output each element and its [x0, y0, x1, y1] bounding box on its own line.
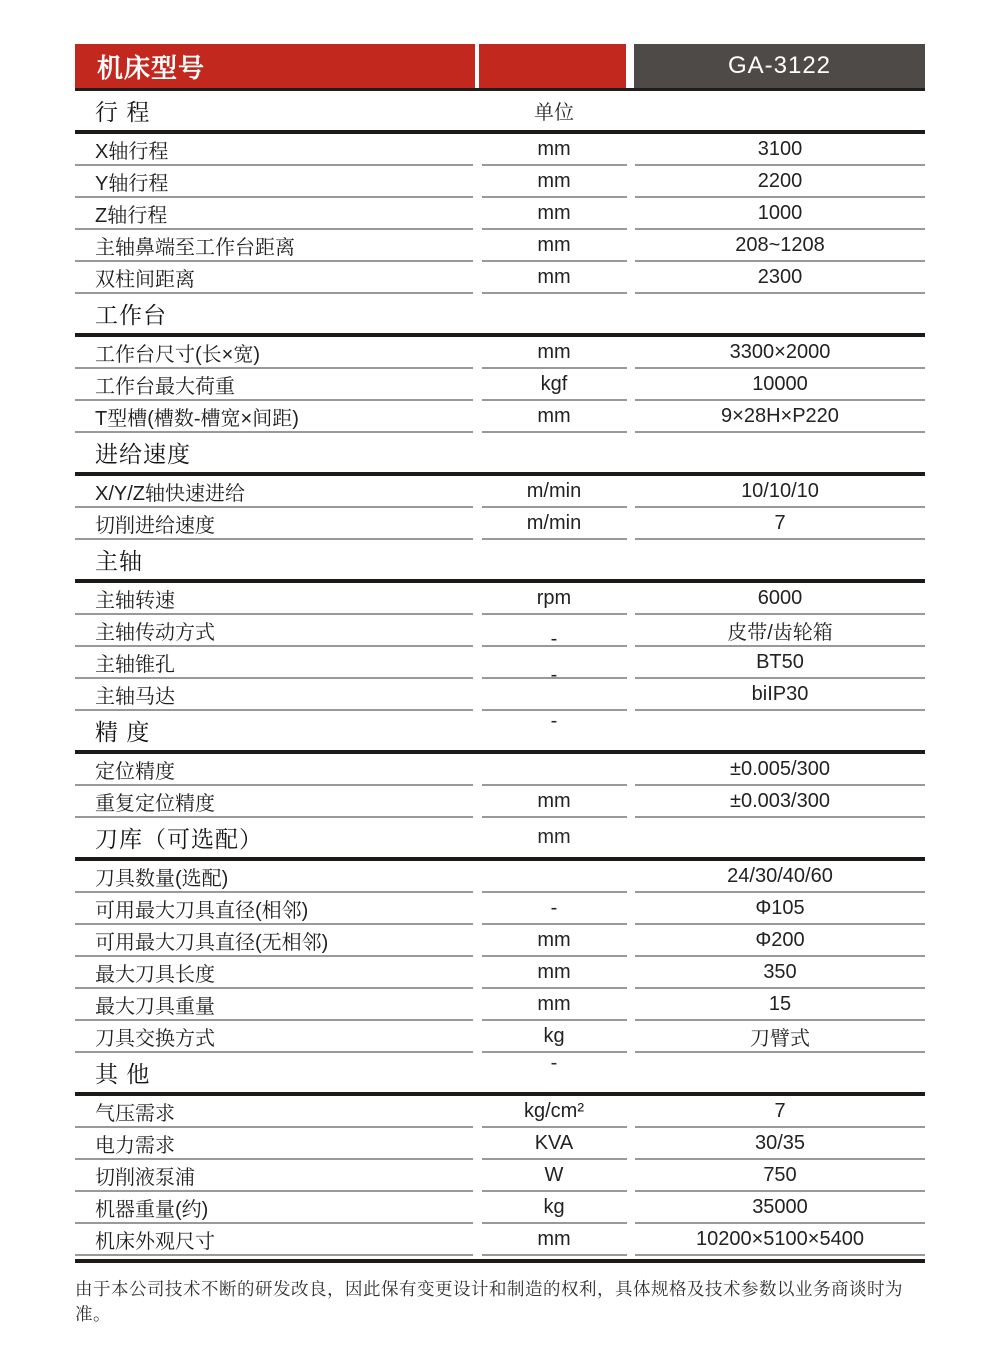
spec-unit: kg	[482, 1192, 627, 1224]
spec-unit: W	[482, 1160, 627, 1192]
spec-row	[75, 134, 925, 166]
spec-value: Φ200	[635, 925, 925, 957]
spec-row	[75, 230, 925, 262]
spec-value: 刀臂式	[635, 1021, 925, 1053]
spec-unit: mm	[482, 230, 627, 262]
spec-unit	[482, 861, 627, 893]
spec-row	[75, 508, 925, 540]
spec-value: 35000	[635, 1192, 925, 1224]
spec-label: 切削进给速度	[75, 508, 473, 540]
section-unit: -	[550, 710, 558, 732]
spec-row	[75, 476, 925, 508]
spec-label: 气压需求	[75, 1096, 473, 1128]
spec-value: 750	[635, 1160, 925, 1192]
spec-label: 电力需求	[75, 1128, 473, 1160]
spec-row	[75, 337, 925, 369]
spec-value: 24/30/40/60	[635, 861, 925, 893]
spec-label: 可用最大刀具直径(相邻)	[75, 893, 473, 925]
section-header-feed-rate	[75, 433, 925, 476]
section-header-accuracy	[75, 711, 925, 754]
spec-unit: mm	[482, 925, 627, 957]
spec-row	[75, 786, 925, 818]
spec-value: 9×28H×P220	[635, 401, 925, 433]
section-header-spindle	[75, 540, 925, 583]
spec-unit: kgf	[482, 369, 627, 401]
spec-row	[75, 957, 925, 989]
spec-row	[75, 1096, 925, 1128]
spec-value: 10000	[635, 369, 925, 401]
spec-value: 30/35	[635, 1128, 925, 1160]
spec-row	[75, 754, 925, 786]
spec-row	[75, 262, 925, 294]
spec-label: 定位精度	[75, 754, 473, 786]
spec-row	[75, 1160, 925, 1192]
spec-value: BT50	[635, 647, 925, 679]
spec-row	[75, 166, 925, 198]
spec-unit: KVA	[482, 1128, 627, 1160]
spec-value: 3300×2000	[635, 337, 925, 369]
section-title: 工作台	[95, 302, 167, 328]
spec-unit: mm	[482, 198, 627, 230]
model-value-badge: GA-3122	[634, 44, 925, 88]
spec-unit: mm	[482, 337, 627, 369]
spec-label: 最大刀具重量	[75, 989, 473, 1021]
spec-row	[75, 369, 925, 401]
section-title: 其 他	[95, 1061, 151, 1087]
spec-label: 双柱间距离	[75, 262, 473, 294]
section-title: 行 程	[95, 99, 151, 125]
spec-label: 刀具数量(选配)	[75, 861, 473, 893]
spec-label: X轴行程	[75, 134, 473, 166]
spec-row	[75, 583, 925, 615]
spec-label: 主轴锥孔	[75, 647, 473, 679]
spec-value: 6000	[635, 583, 925, 615]
spec-label: 主轴马达	[75, 679, 473, 711]
section-title: 精 度	[95, 719, 151, 745]
spec-row	[75, 925, 925, 957]
spec-label: Z轴行程	[75, 198, 473, 230]
spec-label: X/Y/Z轴快速进给	[75, 476, 473, 508]
spec-label: 刀具交换方式	[75, 1021, 473, 1053]
spec-row	[75, 401, 925, 433]
spec-label: 重复定位精度	[75, 786, 473, 818]
spec-table-titlebar	[75, 44, 925, 91]
spec-value: 2300	[635, 262, 925, 294]
spec-value: 7	[635, 508, 925, 540]
spec-label: 切削液泵浦	[75, 1160, 473, 1192]
model-label: 机床型号	[75, 44, 475, 88]
spec-row	[75, 1224, 925, 1256]
spec-unit: -	[482, 647, 627, 679]
section-unit: -	[550, 1052, 558, 1074]
spec-label: 工作台最大荷重	[75, 369, 473, 401]
spec-row	[75, 1128, 925, 1160]
spec-row	[75, 1192, 925, 1224]
spec-value: ±0.003/300	[635, 786, 925, 818]
section-header-others	[75, 1053, 925, 1096]
spec-label: 最大刀具长度	[75, 957, 473, 989]
titlebar-red-segment	[479, 44, 626, 88]
spec-unit: mm	[482, 166, 627, 198]
spec-unit	[482, 754, 627, 786]
spec-unit: -	[482, 893, 627, 925]
spec-value: 208~1208	[635, 230, 925, 262]
spec-label: 工作台尺寸(长×宽)	[75, 337, 473, 369]
section-header-travel	[75, 91, 925, 134]
table-bottom-rule	[75, 1259, 925, 1263]
unit-column-header: 单位	[534, 102, 574, 124]
spec-row	[75, 861, 925, 893]
spec-value: 15	[635, 989, 925, 1021]
spec-unit: mm	[482, 134, 627, 166]
spec-label: 可用最大刀具直径(无相邻)	[75, 925, 473, 957]
spec-value: 10200×5100×5400	[635, 1224, 925, 1256]
spec-unit: mm	[482, 1224, 627, 1256]
spec-label: 主轴鼻端至工作台距离	[75, 230, 473, 262]
spec-label: 主轴转速	[75, 583, 473, 615]
spec-label: T型槽(槽数-槽宽×间距)	[75, 401, 473, 433]
spec-row	[75, 893, 925, 925]
disclaimer-note: 由于本公司技术不断的研发改良，因此保有变更设计和制造的权利，具体规格及技术参数以业务商谈时为准。	[75, 1279, 903, 1324]
spec-unit: kg	[482, 1021, 627, 1053]
spec-row	[75, 647, 925, 679]
titlebar-divider-2	[626, 44, 634, 88]
spec-value: 皮带/齿轮箱	[635, 615, 925, 647]
spec-row	[75, 679, 925, 711]
spec-value: 3100	[635, 134, 925, 166]
spec-value: biIP30	[635, 679, 925, 711]
spec-unit: m/min	[482, 508, 627, 540]
spec-unit: -	[482, 615, 627, 647]
spec-unit: rpm	[482, 583, 627, 615]
spec-label: 主轴传动方式	[75, 615, 473, 647]
spec-label: 机床外观尺寸	[75, 1224, 473, 1256]
spec-unit: mm	[482, 957, 627, 989]
spec-unit: mm	[482, 401, 627, 433]
spec-value: ±0.005/300	[635, 754, 925, 786]
spec-value: 1000	[635, 198, 925, 230]
spec-label: Y轴行程	[75, 166, 473, 198]
section-unit: mm	[537, 826, 571, 848]
spec-unit: mm	[482, 786, 627, 818]
spec-value: 10/10/10	[635, 476, 925, 508]
spec-unit	[482, 679, 627, 711]
section-title: 主轴	[95, 548, 143, 574]
spec-label: 机器重量(约)	[75, 1192, 473, 1224]
spec-row	[75, 198, 925, 230]
section-header-worktable	[75, 294, 925, 337]
spec-row	[75, 615, 925, 647]
section-title: 刀库（可选配）	[95, 826, 263, 852]
spec-unit: mm	[482, 262, 627, 294]
spec-value: 2200	[635, 166, 925, 198]
spec-row	[75, 1021, 925, 1053]
spec-unit: mm	[482, 989, 627, 1021]
section-header-tool-magazine	[75, 818, 925, 861]
spec-unit: kg/cm²	[482, 1096, 627, 1128]
spec-value: Φ105	[635, 893, 925, 925]
spec-unit: m/min	[482, 476, 627, 508]
spec-value: 7	[635, 1096, 925, 1128]
section-title: 进给速度	[95, 441, 191, 467]
spec-row	[75, 989, 925, 1021]
spec-value: 350	[635, 957, 925, 989]
